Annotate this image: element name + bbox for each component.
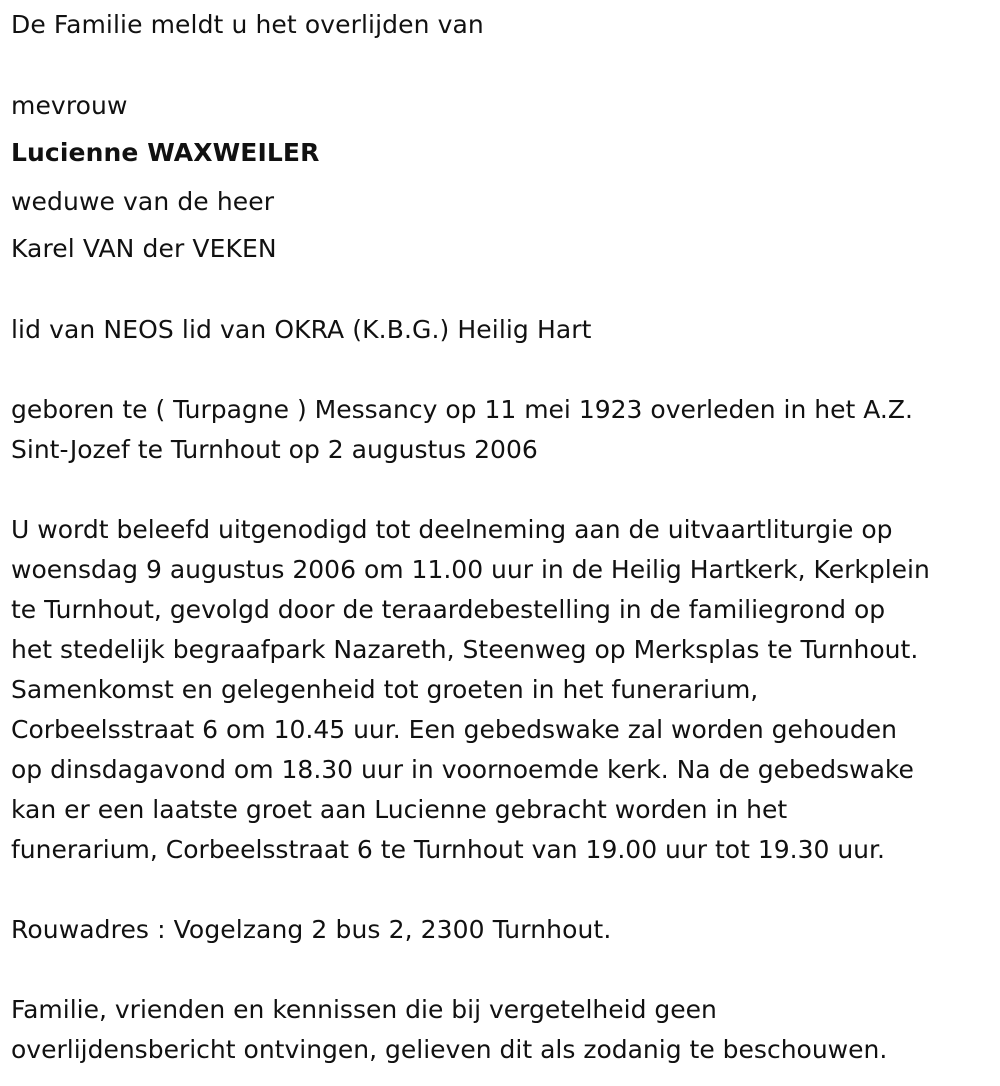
relation-text: weduwe van de heer [11, 187, 275, 216]
closing-line: Familie, vrienden en kennissen die bij vergetelheid geen [11, 995, 717, 1024]
invitation-line: het stedelijk begraafpark Nazareth, Steenweg op Merksplas te Turnhout. [11, 635, 919, 664]
invitation-line: Corbeelsstraat 6 om 10.45 uur. Een gebedswake zal worden gehouden [11, 715, 897, 744]
memberships: lid van NEOS lid van OKRA (K.B.G.) Heilig Hart [11, 315, 592, 344]
birth-death-paragraph [11, 390, 996, 470]
invitation-line: woensdag 9 augustus 2006 om 11.00 uur in de Heilig Hartkerk, Kerkplein [11, 555, 930, 584]
spouse-name: Karel VAN der VEKEN [11, 234, 277, 263]
invitation-line: U wordt beleefd uitgenodigd tot deelneming aan de uitvaartliturgie op [11, 515, 893, 544]
invitation-paragraph [11, 510, 996, 870]
invitation-line: kan er een laatste groet aan Lucienne gebracht worden in het [11, 795, 788, 824]
invitation-line: funerarium, Corbeelsstraat 6 te Turnhout van 19.00 uur tot 19.30 uur. [11, 835, 885, 864]
invitation-line: te Turnhout, gevolgd door de teraardebestelling in de familiegrond op [11, 595, 886, 624]
closing-paragraph [11, 990, 996, 1070]
birth-death-line: geboren te ( Turpagne ) Messancy op 11 mei 1923 overleden in het A.Z. [11, 395, 913, 424]
intro-text: De Familie meldt u het overlijden van [11, 10, 484, 39]
mourning-address: Rouwadres : Vogelzang 2 bus 2, 2300 Turnhout. [11, 915, 612, 944]
honorific: mevrouw [11, 91, 128, 120]
invitation-line: op dinsdagavond om 18.30 uur in voornoemde kerk. Na de gebedswake [11, 755, 914, 784]
birth-death-line: Sint-Jozef te Turnhout op 2 augustus 2006 [11, 435, 538, 464]
invitation-line: Samenkomst en gelegenheid tot groeten in het funerarium, [11, 675, 759, 704]
closing-line: overlijdensbericht ontvingen, gelieven dit als zodanig te beschouwen. [11, 1035, 888, 1064]
deceased-name: Lucienne WAXWEILER [11, 138, 320, 167]
